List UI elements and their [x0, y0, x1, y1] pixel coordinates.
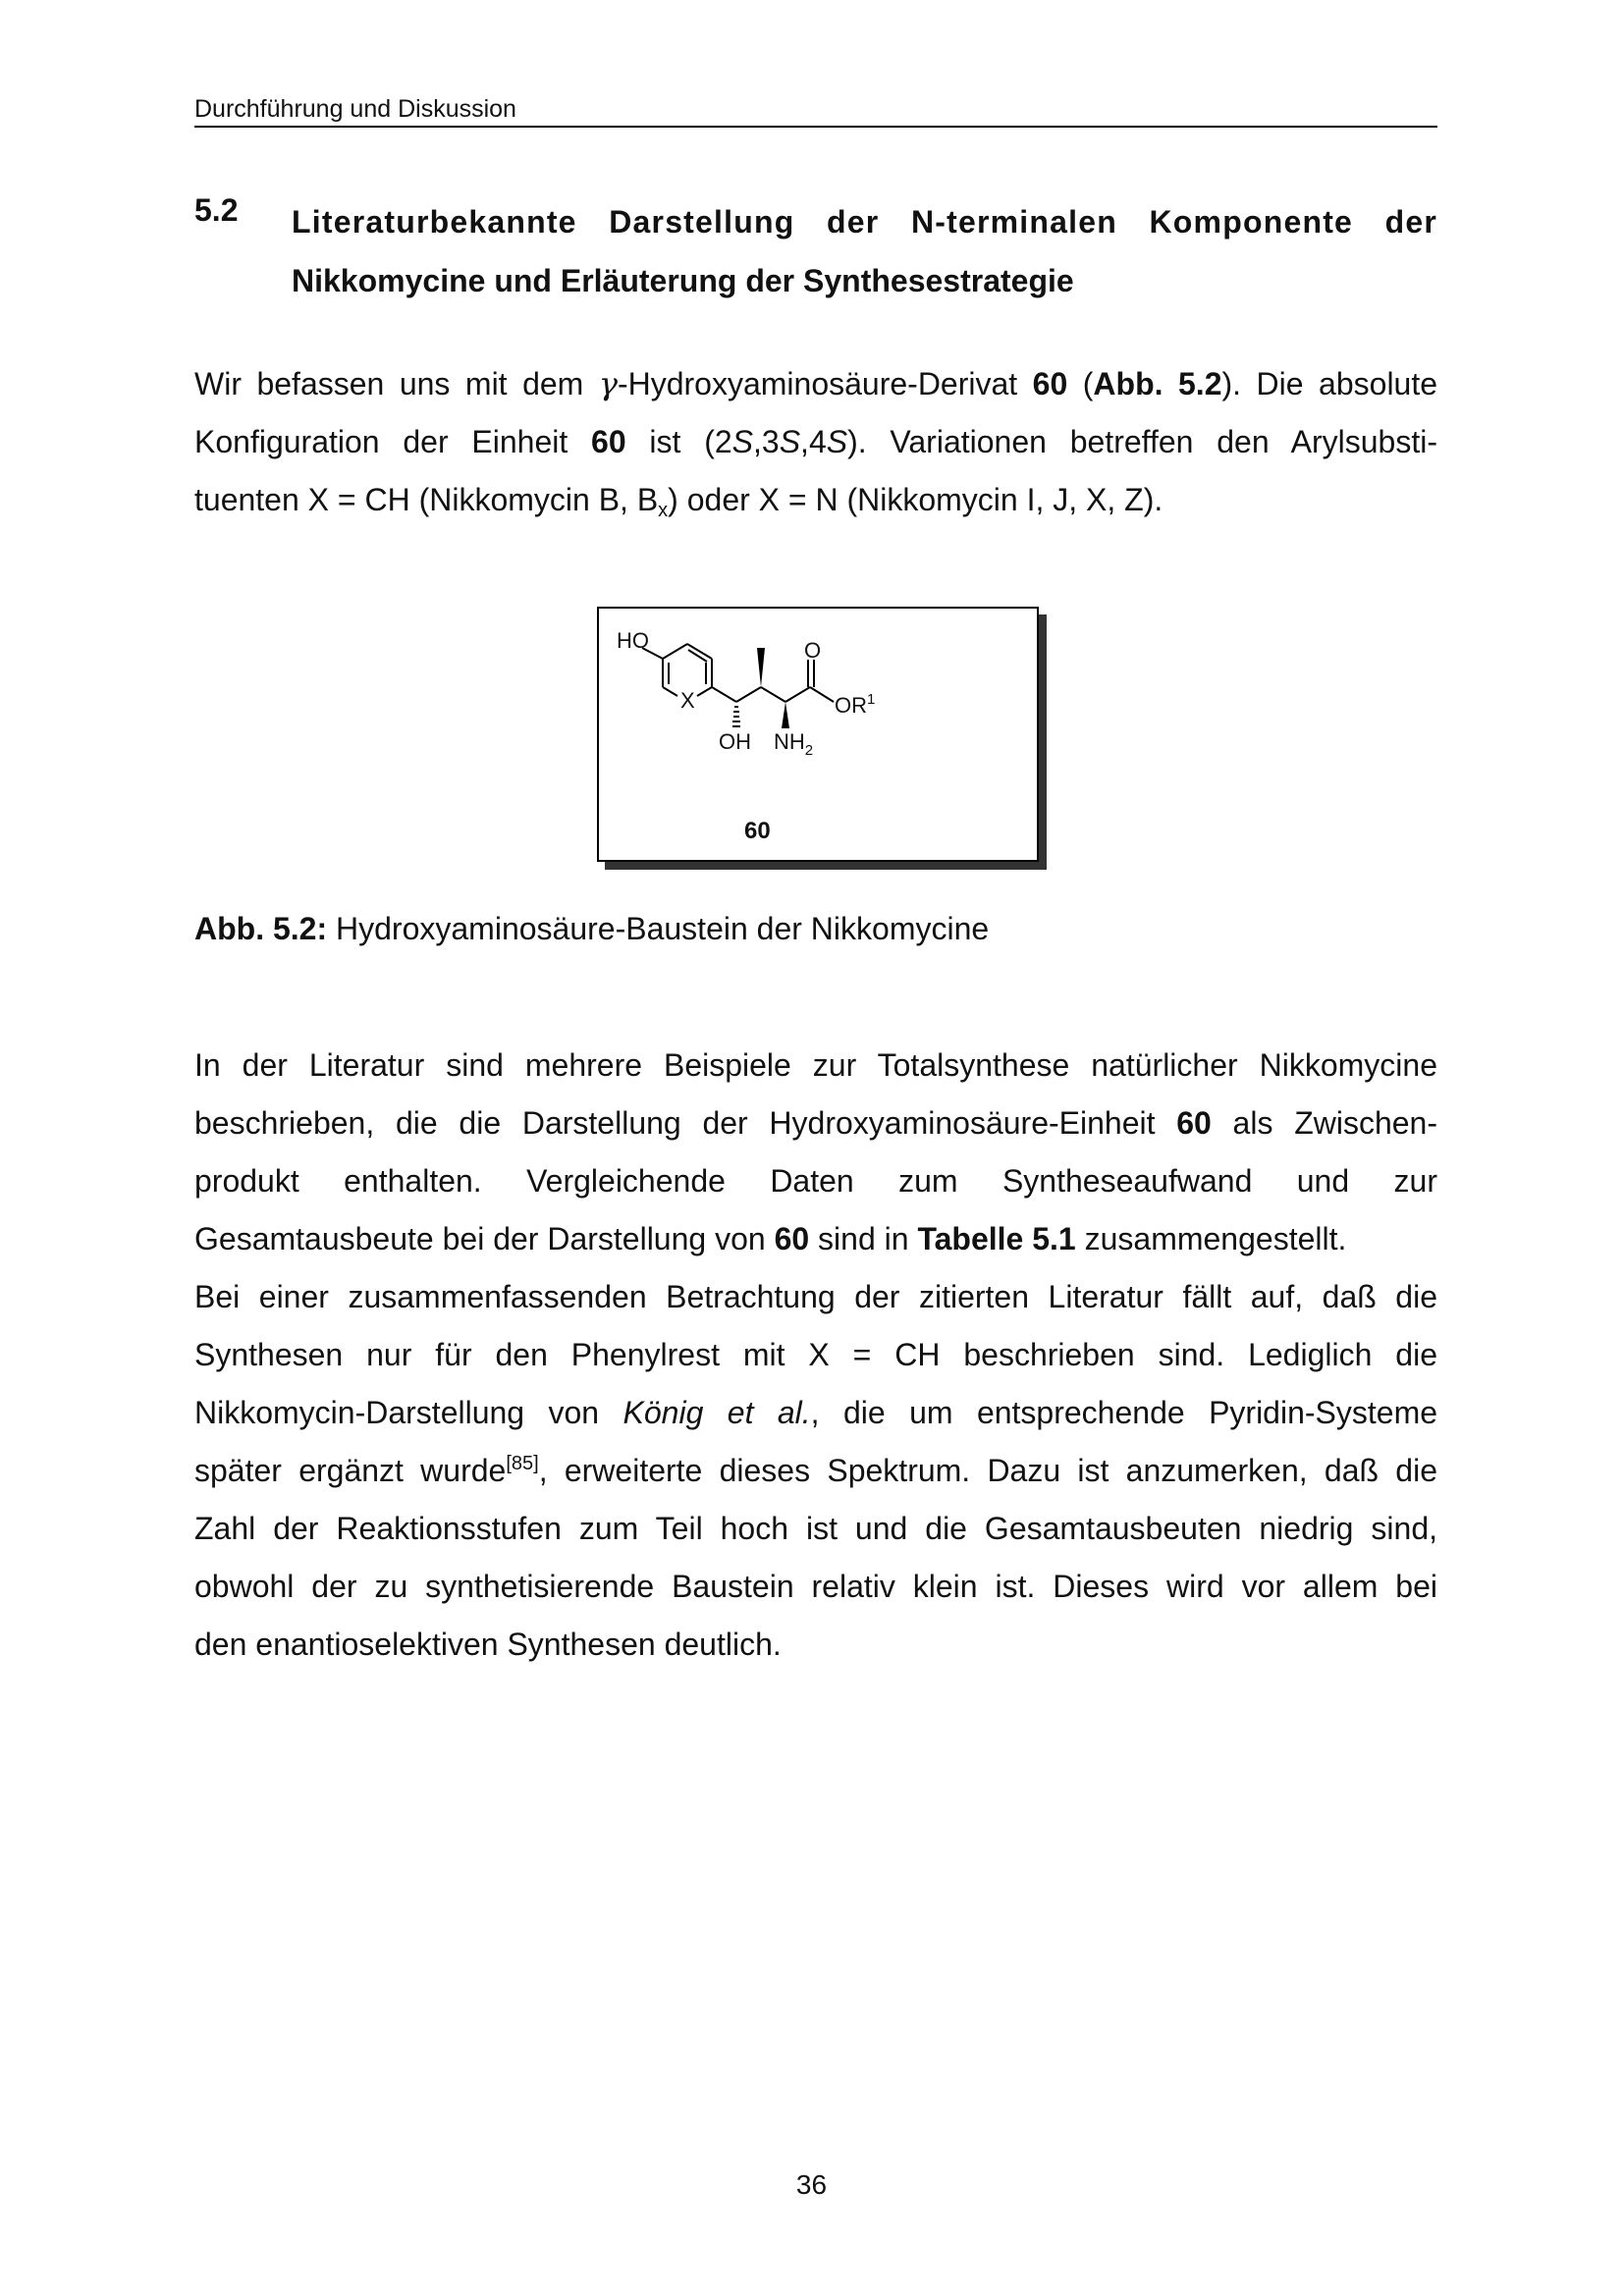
text-line: Nikkomycin-Darstellung von König et al., die um entsprechende Pyridin-Systeme	[194, 1395, 1438, 1430]
compound-ref: 60	[1032, 366, 1068, 401]
text-line: Konfiguration der Einheit 60 ist (2S,3S,4S). Variationen betreffen den Arylsubsti-	[194, 424, 1438, 459]
reference-marker: [85]	[506, 1453, 539, 1474]
structure-figure	[597, 607, 1039, 862]
body-paragraph	[194, 1037, 1437, 1674]
page-number: 36	[795, 2169, 828, 2200]
text-line: Synthesen nur für den Phenylrest mit X = CH beschrieben sind. Lediglich die	[194, 1337, 1437, 1372]
hashed-bond	[732, 707, 740, 726]
or-label: $OR^1$	[835, 691, 876, 718]
ho-label: HO	[617, 628, 649, 653]
text-line: beschrieben, die die Darstellung der Hydroxyaminosäure-Einheit 60 als Zwischen-	[194, 1105, 1437, 1141]
wedge-bond	[782, 702, 789, 728]
text-line: tuenten X = CH (Nikkomycin B, $B_x$) oder X = N (Nikkomycin I, J, X, Z).	[194, 482, 1163, 521]
wedge-bond	[757, 648, 765, 687]
section-title-line: Nikkomycine und Erläuterung der Synthesestrategie	[292, 263, 1074, 298]
compound-ref: 60	[1176, 1105, 1212, 1141]
section-title-line: Literaturbekannte Darstellung der N-terminalen Komponente der	[292, 204, 1437, 240]
intro-paragraph	[194, 355, 1437, 529]
x-label: X	[680, 688, 695, 713]
section-title	[292, 192, 1437, 310]
text-line: Zahl der Reaktionsstufen zum Teil hoch ist und die Gesamtausbeuten niedrig sind,	[194, 1511, 1437, 1546]
text-line: Bei einer zusammenfassenden Betrachtung der zitierten Literatur fällt auf, daß die	[194, 1279, 1437, 1314]
text-line: In der Literatur sind mehrere Beispiele zur Totalsynthese natürlicher Nikkomycine	[194, 1047, 1437, 1083]
text-line: produkt enthalten. Vergleichende Daten zum Syntheseaufwand und zur	[194, 1163, 1437, 1199]
o-label: O	[804, 638, 822, 663]
section-number: 5.2	[194, 192, 239, 228]
compound-ref: 60	[591, 424, 626, 459]
compound-ref: 60	[774, 1221, 810, 1256]
text-line: den enantioselektiven Synthesen deutlich.	[194, 1627, 782, 1662]
figure-caption: Abb. 5.2: Hydroxyaminosäure-Baustein der Nikkomycine	[194, 911, 990, 946]
running-header: Durchführung und Diskussion	[194, 96, 1437, 128]
table-ref: Tabelle 5.1	[917, 1221, 1076, 1256]
chemical-structure	[599, 609, 1037, 860]
text-line: Gesamtausbeute bei der Darstellung von 60 sind in Tabelle 5.1 zusammengestellt.	[194, 1221, 1347, 1256]
figure-ref: Abb. 5.2	[1093, 366, 1222, 401]
compound-number: 60	[744, 818, 771, 844]
text-line: Wir befassen uns mit dem γ-Hydroxyaminosäure-Derivat 60 (Abb. 5.2). Die absolute	[194, 365, 1438, 402]
caption-label: Abb. 5.2:	[194, 911, 328, 946]
nh2-label: $NH_2$	[774, 729, 814, 759]
oh-label: OH	[719, 729, 751, 754]
author-citation: König et al.	[622, 1395, 811, 1430]
text-line: obwohl der zu synthetisierende Baustein relativ klein ist. Dieses wird vor allem bei	[194, 1569, 1437, 1604]
text-line: später ergänzt wurde[85], erweiterte dieses Spektrum. Dazu ist anzumerken, daß die	[194, 1453, 1438, 1488]
